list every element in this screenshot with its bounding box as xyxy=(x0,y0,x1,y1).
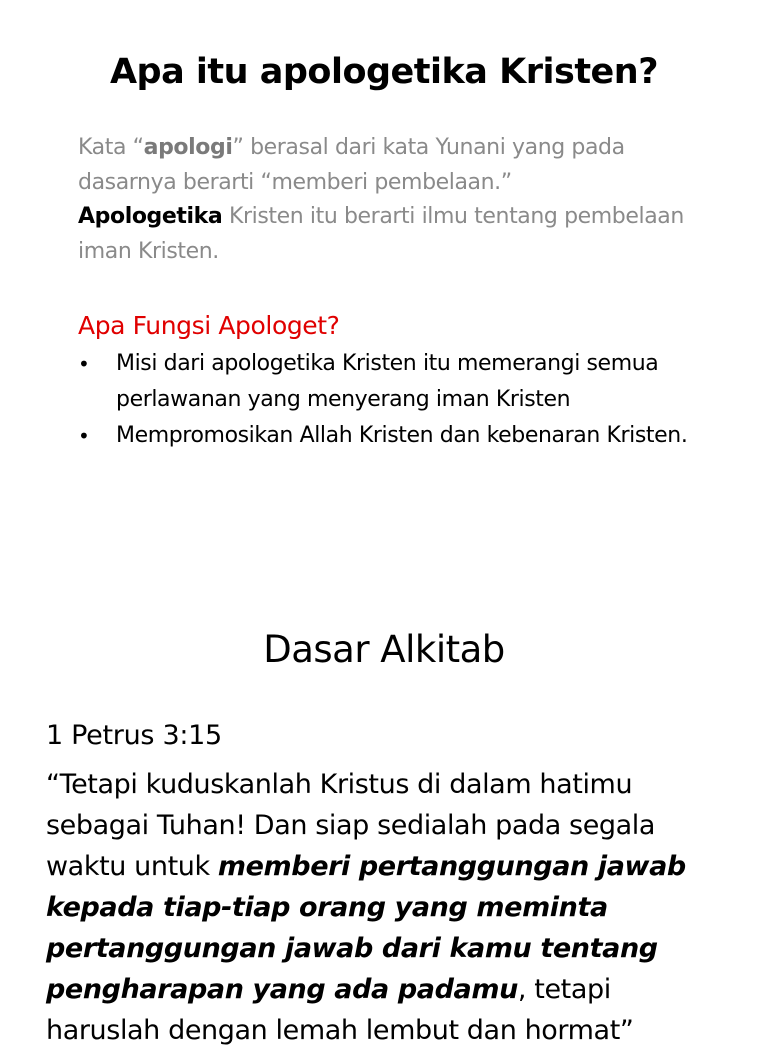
bullet-icon: • xyxy=(78,424,90,448)
scripture-quote xyxy=(46,764,726,1051)
slide-biblical-basis xyxy=(0,560,768,1046)
list-item xyxy=(78,346,718,418)
slide-title: Apa itu apologetika Kristen? xyxy=(109,52,659,92)
intro-paragraph xyxy=(78,131,718,269)
intro-text: Kata “ xyxy=(78,135,144,160)
intro-text: ” berasal dari kata Yunani yang pada dasarnya berarti “memberi pembelaan.” xyxy=(78,135,625,195)
term-apologetika: Apologetika xyxy=(78,204,223,229)
list-item-text: Misi dari apologetika Kristen itu memerangi semua perlawanan yang menyerang iman Kristen xyxy=(116,351,659,412)
quote-emphasis: memberi pertanggungan jawab kepada tiap-tiap orang yang meminta pertanggungan jawab dari kamu tentang pengharapan yang ada padamu xyxy=(46,851,686,1005)
scripture-reference: 1 Petrus 3:15 xyxy=(46,720,222,751)
quote-text: “Tetapi kuduskanlah Kristus di dalam hatimu sebagai Tuhan! Dan siap sedialah pada segala waktu untuk xyxy=(46,769,656,882)
sub-heading: Apa Fungsi Apologet? xyxy=(78,311,340,340)
term-apologi: apologi xyxy=(143,135,233,160)
bullet-list xyxy=(78,346,718,454)
list-item-text: Mempromosikan Allah Kristen dan kebenaran Kristen. xyxy=(116,423,688,448)
slide-title: Dasar Alkitab xyxy=(263,628,505,671)
quote-text: , tetapi haruslah dengan lemah lembut dan hormat” xyxy=(46,974,634,1046)
bullet-icon: • xyxy=(78,352,90,376)
intro-text: Kristen itu berarti ilmu tentang pembelaan iman Kristen. xyxy=(78,204,684,264)
list-item xyxy=(78,418,718,454)
